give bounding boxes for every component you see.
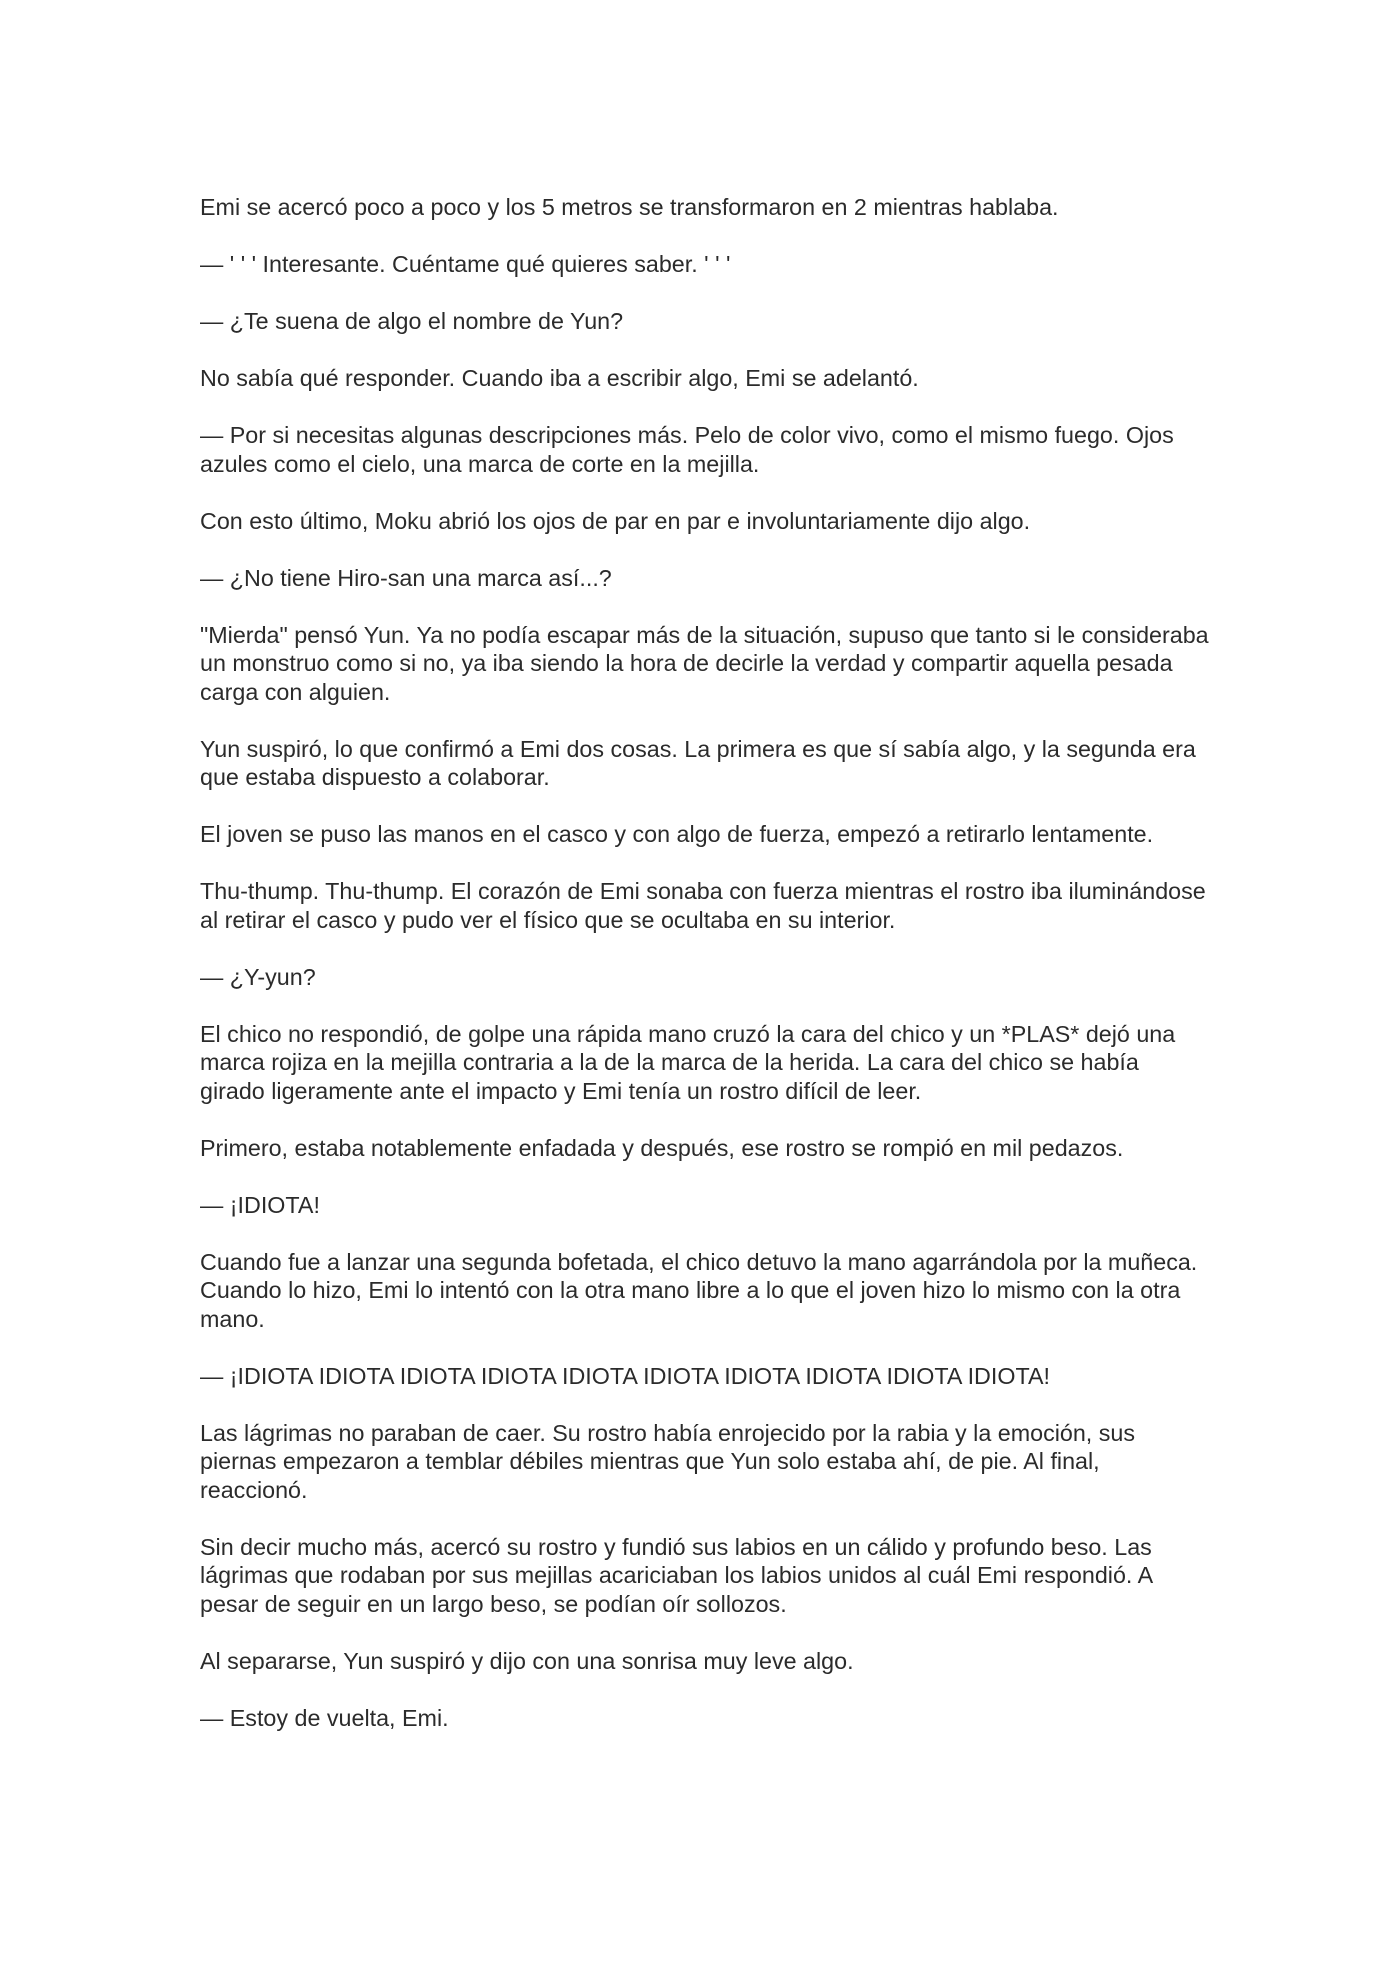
paragraph-11: Thu-thump. Thu-thump. El corazón de Emi sonaba con fuerza mientras el rostro iba iluminándose al retirar el casco y pudo ver el físico que se ocultaba en su interior. — [200, 878, 1206, 933]
paragraph-7: — ¿No tiene Hiro-san una marca así...? — [200, 564, 612, 591]
paragraph-1: Emi se acercó poco a poco y los 5 metros se transformaron en 2 mientras hablaba. — [200, 194, 1059, 220]
paragraph-6: Con esto último, Moku abrió los ojos de par en par e involuntariamente dijo algo. — [200, 507, 1031, 534]
paragraph-12: — ¿Y-yun? — [200, 963, 316, 990]
paragraph-14: Primero, estaba notablemente enfadada y después, ese rostro se rompió en mil pedazos. — [200, 1134, 1124, 1161]
paragraph-2: — ' ' ' Interesante. Cuéntame qué quieres saber. ' ' ' — [200, 251, 731, 277]
paragraph-19: Sin decir mucho más, acercó su rostro y fundió sus labios en un cálido y profundo beso. Las lágrimas que rodaban por sus mejillas acariciaban los labios unidos al cuál Emi respondió. A pesar de seguir en un largo beso, se podían oír sollozos. — [200, 1533, 1152, 1617]
paragraph-3: — ¿Te suena de algo el nombre de Yun? — [200, 308, 624, 334]
paragraph-21: — Estoy de vuelta, Emi. — [200, 1704, 449, 1731]
paragraph-8: "Mierda" pensó Yun. Ya no podía escapar más de la situación, supuso que tanto si le consideraba un monstruo como si no, ya iba siendo la hora de decirle la verdad y compartir aquella pesada carga con alguien. — [200, 621, 1209, 705]
paragraph-5: — Por si necesitas algunas descripciones más. Pelo de color vivo, como el mismo fuego. Ojos azules como el cielo, una marca de corte en la mejilla. — [200, 422, 1174, 477]
paragraph-17: — ¡IDIOTA IDIOTA IDIOTA IDIOTA IDIOTA IDIOTA IDIOTA IDIOTA IDIOTA IDIOTA! — [200, 1362, 1050, 1389]
document-body — [200, 193, 1210, 1732]
paragraph-13: El chico no respondió, de golpe una rápida mano cruzó la cara del chico y un *PLAS* dejó una marca rojiza en la mejilla contraria a la de la marca de la herida. La cara del chico se había girado ligeramente ante el impacto y Emi tenía un rostro difícil de leer. — [200, 1020, 1176, 1104]
paragraph-18: Las lágrimas no paraban de caer. Su rostro había enrojecido por la rabia y la emoción, sus piernas empezaron a temblar débiles mientras que Yun solo estaba ahí, de pie. Al final, reaccionó. — [200, 1419, 1136, 1503]
paragraph-16: Cuando fue a lanzar una segunda bofetada, el chico detuvo la mano agarrándola por la muñeca. Cuando lo hizo, Emi lo intentó con la otra mano libre a lo que el joven hizo lo mismo con la otra mano. — [200, 1248, 1198, 1332]
paragraph-4: No sabía qué responder. Cuando iba a escribir algo, Emi se adelantó. — [200, 365, 919, 391]
paragraph-10: El joven se puso las manos en el casco y con algo de fuerza, empezó a retirarlo lentamente. — [200, 821, 1154, 847]
paragraph-20: Al separarse, Yun suspiró y dijo con una sonrisa muy leve algo. — [200, 1647, 854, 1674]
paragraph-9: Yun suspiró, lo que confirmó a Emi dos cosas. La primera es que sí sabía algo, y la segunda era que estaba dispuesto a colaborar. — [200, 735, 1196, 790]
paragraph-15: — ¡IDIOTA! — [200, 1191, 320, 1218]
